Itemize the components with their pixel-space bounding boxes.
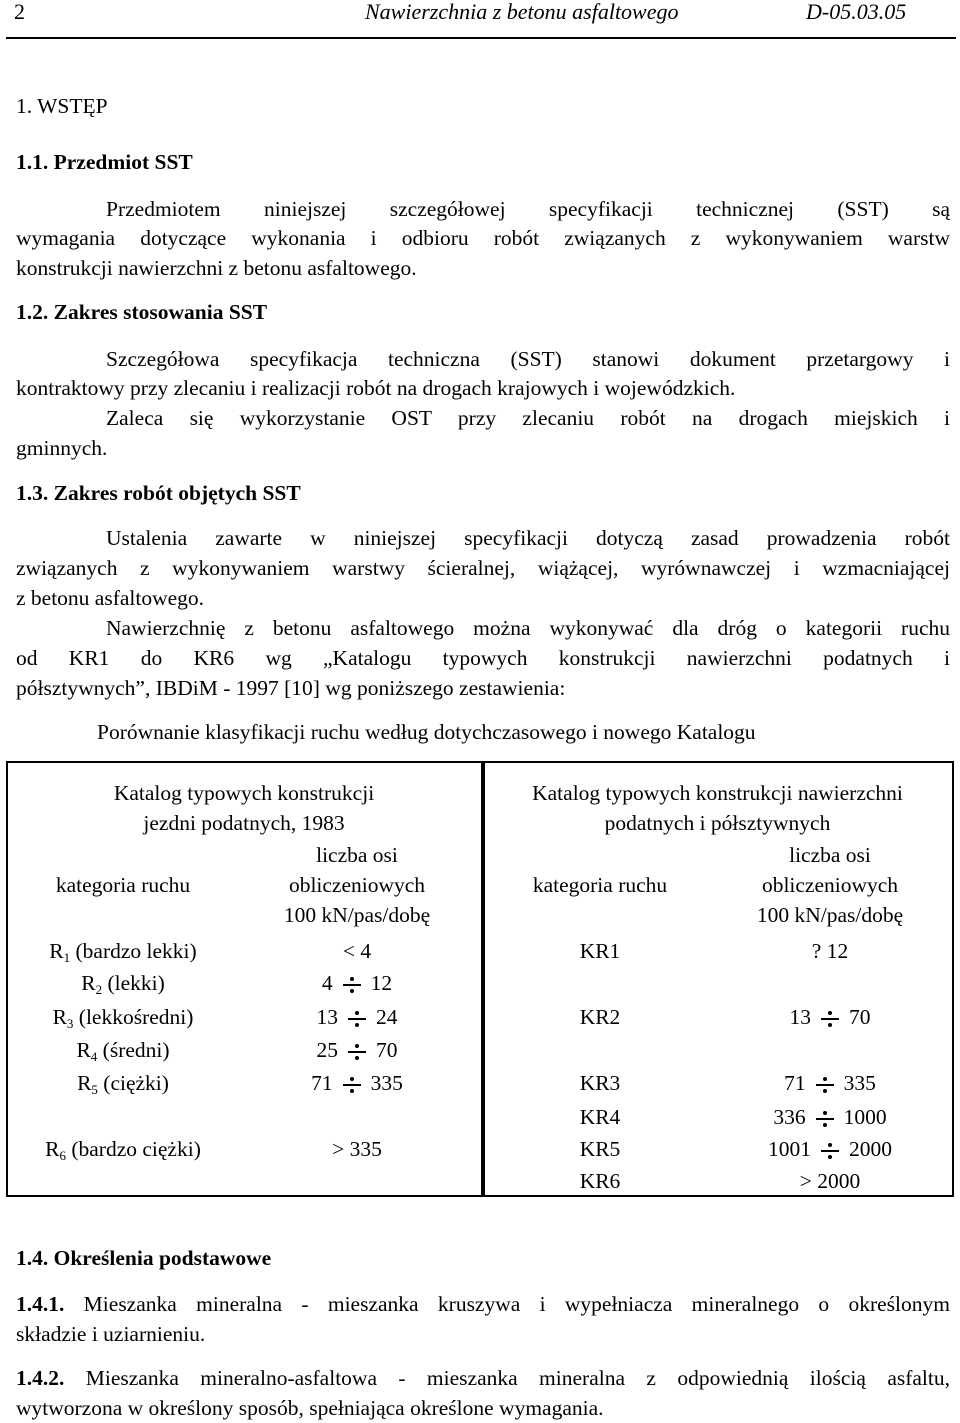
subsection-heading-1-1: 1.1. Przedmiot SST [16, 150, 193, 174]
paragraph-line: wymagania dotyczące wykonania i odbioru robót związanych z wykonywaniem warstw [16, 226, 950, 250]
paragraph-line: gminnych. [16, 436, 108, 460]
range-to: 24 [376, 1005, 398, 1029]
new-catalog-heading [485, 778, 950, 838]
range-from: 71 [784, 1071, 806, 1095]
old-catalog-title-line: Katalog typowych konstrukcji [113, 781, 375, 805]
old-row-value [232, 1035, 482, 1065]
subsection-heading-1-3: 1.3. Zakres robót objętych SST [16, 481, 301, 505]
division-icon [819, 1012, 841, 1026]
range-from: 4 [321, 971, 333, 995]
new-row-category: KR5 [579, 1137, 621, 1161]
paragraph-line: Ustalenia zawarte w niniejszej specyfikacji dotyczą zasad prowadzenia robót [106, 526, 950, 550]
paragraph-line: od KR1 do KR6 wg „Katalogu typowych konstrukcji nawierzchni podatnych i [16, 646, 950, 670]
old-row-value: < 4 [342, 939, 372, 963]
definition-1-4-2 [16, 1366, 950, 1390]
col-axles-line: obliczeniowych [288, 873, 426, 897]
old-catalog-title-line: jezdni podatnych, 1983 [143, 811, 345, 835]
r-label: (średni) [97, 1038, 170, 1062]
old-row-category [8, 1134, 238, 1164]
definition-1-4-1 [16, 1292, 950, 1316]
new-row-value [710, 1134, 950, 1164]
new-catalog-title-line: podatnych i półsztywnych [604, 811, 831, 835]
range-to: 2000 [849, 1137, 892, 1161]
range-from: 13 [789, 1005, 811, 1029]
division-icon [341, 978, 363, 992]
old-col-category: kategoria ruchu [55, 873, 191, 897]
page-header [0, 0, 960, 28]
r-letter: R [49, 939, 64, 963]
new-row-category: KR6 [579, 1169, 621, 1193]
division-icon [346, 1045, 368, 1059]
old-row-category [8, 1002, 238, 1032]
paragraph-line: Przedmiotem niniejszej szczegółowej specyfikacji technicznej (SST) są [106, 197, 950, 221]
paragraph-line: Zaleca się wykorzystanie OST przy zlecaniu robót na drogach miejskich i [106, 406, 950, 430]
r-label: (ciężki) [97, 1071, 169, 1095]
new-row-value [710, 1068, 950, 1098]
definition-number: 1.4.2. [16, 1366, 65, 1390]
col-axles-line: 100 kN/pas/dobę [283, 903, 431, 927]
col-axles-line: liczba osi [789, 843, 871, 867]
r-letter: R [81, 971, 96, 995]
col-axles-line: obliczeniowych [761, 873, 899, 897]
table-caption: Porównanie klasyfikacji ruchu według dotychczasowego i nowego Katalogu [97, 720, 756, 744]
r-letter: R [77, 1071, 92, 1095]
range-to: 12 [370, 971, 393, 995]
r-label: (bardzo lekki) [70, 939, 197, 963]
old-row-value [232, 1068, 482, 1098]
document-title: Nawierzchnia z betonu asfaltowego [365, 0, 679, 24]
col-axles-line: liczba osi [316, 843, 398, 867]
old-row-category [8, 1068, 238, 1098]
new-col-category: kategoria ruchu [532, 873, 668, 897]
old-row-category [8, 968, 238, 998]
paragraph-line: kontraktowy przy zlecaniu i realizacji robót na drogach krajowych i wojewódzkich. [16, 376, 736, 400]
division-icon [346, 1012, 368, 1026]
paragraph-line: Nawierzchnię z betonu asfaltowego można wykonywać dla dróg o kategorii ruchu [106, 616, 950, 640]
new-catalog-title-line: Katalog typowych konstrukcji nawierzchni [532, 781, 903, 805]
subsection-heading-1-2: 1.2. Zakres stosowania SST [16, 300, 268, 324]
document-code: D-05.03.05 [806, 0, 907, 24]
old-row-value: > 335 [332, 1137, 382, 1161]
subsection-heading-1-4: 1.4. Określenia podstawowe [16, 1246, 272, 1270]
division-icon [814, 1078, 836, 1092]
new-row-category: KR2 [579, 1005, 621, 1029]
paragraph-line: związanych z wykonywaniem warstwy ścieralnej, wiążącej, wyrównawczej i wzmacniającej [16, 556, 950, 580]
r-label: (bardzo ciężki) [65, 1137, 201, 1161]
new-row-value [710, 1102, 950, 1132]
r-sub: 3 [66, 1016, 74, 1031]
col-axles-line: 100 kN/pas/dobę [756, 903, 904, 927]
old-row-category [8, 936, 238, 966]
new-row-category: KR1 [579, 939, 621, 963]
old-catalog-heading [8, 778, 480, 838]
range-to: 70 [849, 1005, 871, 1029]
paragraph-line: z betonu asfaltowego. [16, 586, 205, 610]
definition-text: Mieszanka mineralna - mieszanka kruszywa i wypełniacza mineralnego o określonym [64, 1292, 950, 1316]
new-col-axles [710, 840, 950, 930]
paragraph-line: wytworzona w określony sposób, spełniająca określone wymagania. [16, 1396, 604, 1420]
new-row-value [710, 1002, 950, 1032]
r-sub: 5 [91, 1082, 98, 1097]
new-row-value: > 2000 [799, 1169, 861, 1193]
paragraph-line: składzie i uziarnieniu. [16, 1322, 206, 1346]
old-row-value [232, 1002, 482, 1032]
r-sub: 2 [95, 982, 103, 997]
section-heading: 1. WSTĘP [16, 94, 108, 118]
range-from: 71 [311, 1071, 333, 1095]
header-rule [6, 37, 956, 39]
definition-number: 1.4.1. [16, 1292, 65, 1316]
division-icon [814, 1112, 836, 1126]
range-to: 1000 [843, 1105, 887, 1129]
r-letter: R [76, 1038, 91, 1062]
range-to: 335 [843, 1071, 876, 1095]
r-sub: 4 [90, 1049, 98, 1064]
old-col-axles [232, 840, 482, 930]
r-label: (lekkośredni) [73, 1005, 194, 1029]
range-from: 13 [316, 1005, 338, 1029]
new-row-category: KR3 [579, 1071, 621, 1095]
new-row-category: KR4 [579, 1105, 621, 1129]
r-sub: 1 [63, 950, 71, 965]
range-to: 70 [376, 1038, 398, 1062]
r-label: (lekki) [102, 971, 165, 995]
r-letter: R [52, 1005, 67, 1029]
range-from: 336 [773, 1105, 806, 1129]
r-letter: R [45, 1137, 60, 1161]
paragraph-line: Szczegółowa specyfikacja techniczna (SST) stanowi dokument przetargowy i [106, 347, 950, 371]
r-sub: 6 [59, 1148, 66, 1163]
old-row-value [232, 968, 482, 998]
paragraph-line: półsztywnych”, IBDiM - 1997 [10] wg poniższego zestawienia: [16, 676, 566, 700]
new-row-value: ? 12 [811, 939, 849, 963]
range-from: 25 [316, 1038, 338, 1062]
range-from: 1001 [768, 1137, 811, 1161]
paragraph-line: konstrukcji nawierzchni z betonu asfaltowego. [16, 256, 417, 280]
definition-text: Mieszanka mineralno-asfaltowa - mieszanka mineralna z odpowiednią ilością asfaltu, [64, 1366, 950, 1390]
range-to: 335 [370, 1071, 403, 1095]
division-icon [819, 1144, 841, 1158]
old-row-category [8, 1035, 238, 1065]
page-number: 2 [14, 0, 25, 24]
division-icon [341, 1078, 363, 1092]
